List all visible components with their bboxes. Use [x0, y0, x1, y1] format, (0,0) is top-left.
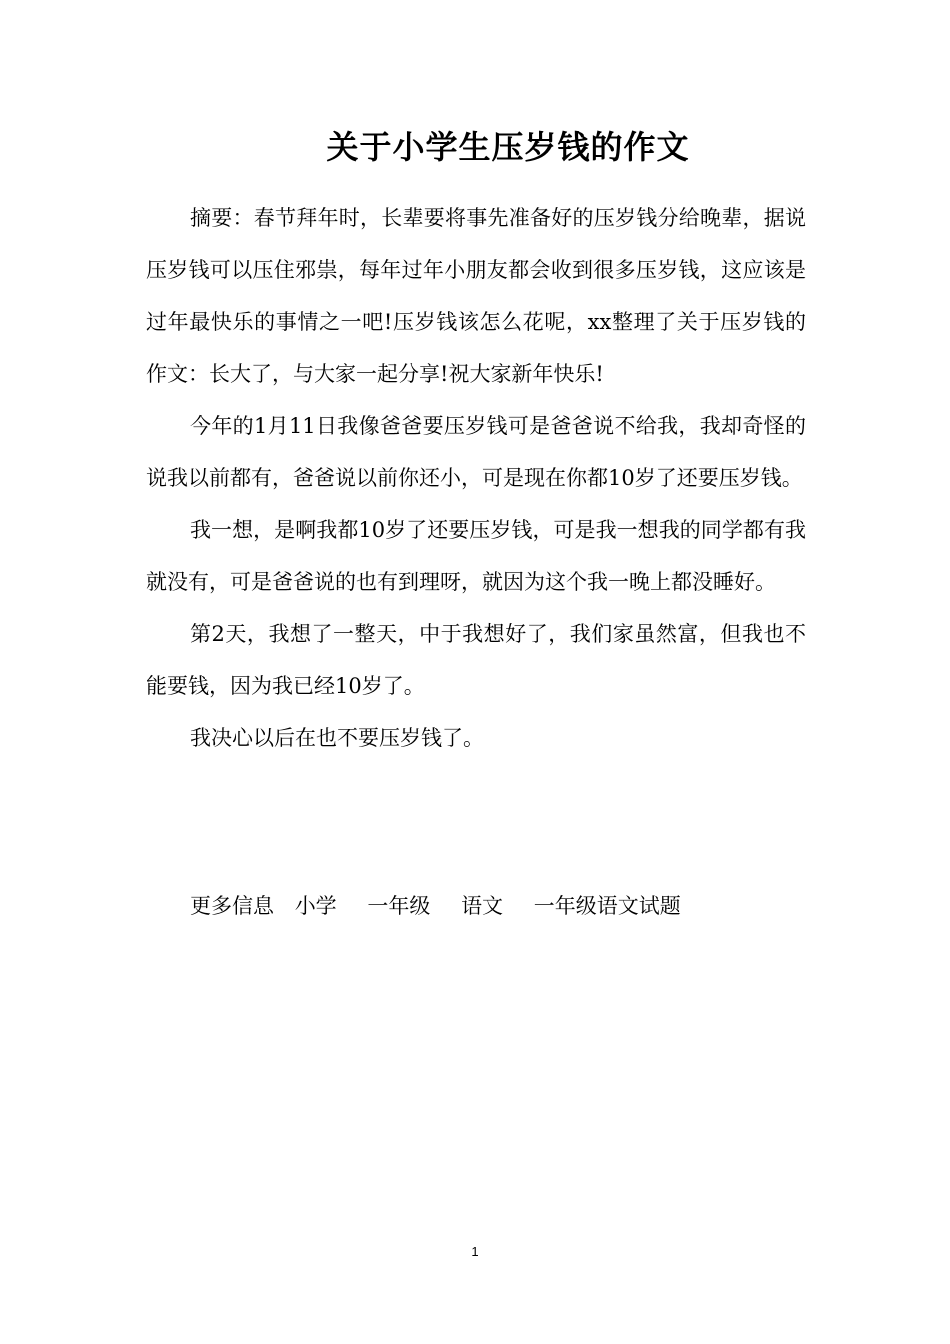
paragraph-4: 我决心以后在也不要压岁钱了。	[190, 726, 484, 750]
paragraph-abstract: 摘要：春节拜年时，长辈要将事先准备好的压岁钱分给晚辈，据说压岁钱可以压住邪祟，每年过年小朋友都会收到很多压岁钱，这应该是过年最快乐的事情之一吧!压岁钱该怎么花呢，xx整理了关于压岁钱的作文：长大了，与大家一起分享!祝大家新年快乐!	[146, 206, 806, 386]
tag-link[interactable]: 一年级语文试题	[533, 894, 681, 918]
tag-link[interactable]: 小学	[294, 894, 337, 918]
tag-link[interactable]: 一年级	[367, 894, 431, 918]
document-title: 关于小学生压岁钱的作文	[326, 128, 690, 166]
paragraph-2: 我一想，是啊我都10岁了还要压岁钱，可是我一想我的同学都有我就没有，可是爸爸说的也有到理呀，就因为这个我一晚上都没睡好。	[146, 518, 806, 594]
more-info-line	[190, 886, 681, 926]
paragraph-3: 第2天，我想了一整天，中于我想好了，我们家虽然富，但我也不能要钱，因为我已经10岁了。	[146, 622, 806, 698]
paragraph-1: 今年的1月11日我像爸爸要压岁钱可是爸爸说不给我，我却奇怪的说我以前都有，爸爸说以前你还小，可是现在你都10岁了还要压岁钱。	[146, 414, 806, 490]
page-number: 1	[471, 1244, 479, 1259]
tag-link[interactable]: 语文	[461, 894, 504, 918]
document-body	[146, 192, 806, 764]
more-info-label: 更多信息	[190, 894, 274, 918]
